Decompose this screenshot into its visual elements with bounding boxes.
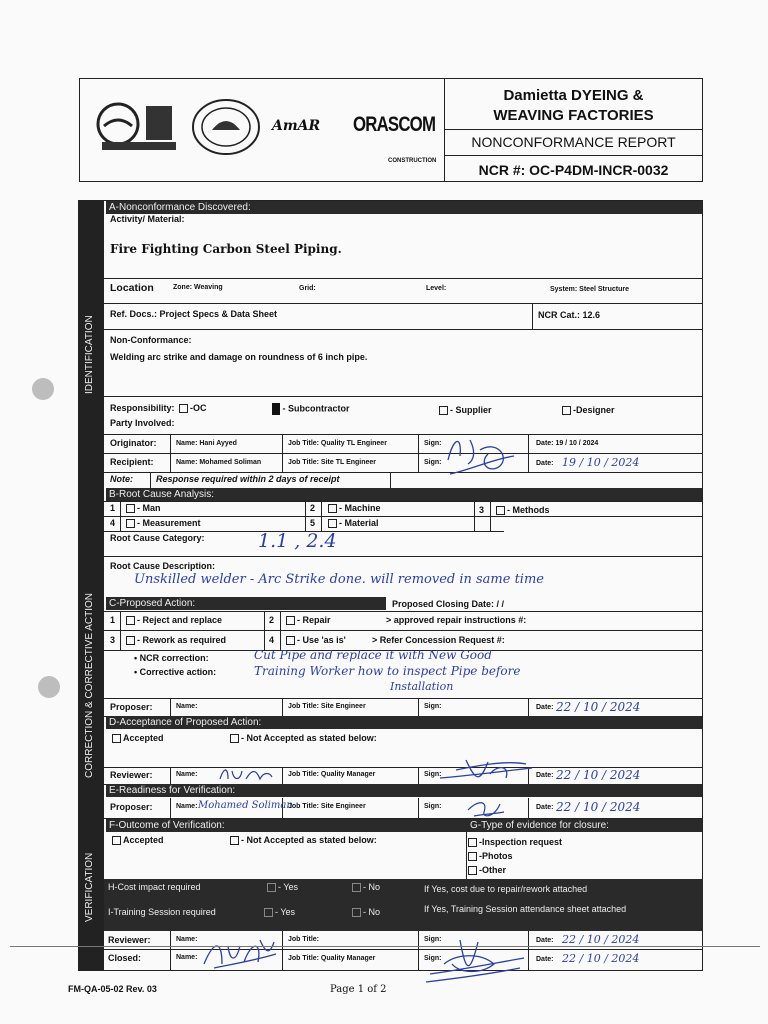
system-value: System: Steel Structure bbox=[550, 286, 629, 293]
rc-measurement: - Measurement bbox=[124, 518, 201, 528]
d-reviewer-name-label: Name: bbox=[176, 771, 198, 778]
i-training-label: I-Training Session required bbox=[108, 907, 216, 917]
pa-repair: - Repair bbox=[284, 615, 331, 625]
e-proposer-job: Job Title: Site Engineer bbox=[288, 803, 366, 810]
h-no: - No bbox=[350, 882, 380, 892]
d-accepted-checkbox[interactable] bbox=[112, 734, 121, 743]
originator-signature bbox=[440, 430, 520, 478]
section-e-header: E-Readiness for Verification: bbox=[106, 784, 702, 797]
methods-checkbox[interactable] bbox=[496, 506, 505, 515]
originator-sign-label: Sign: bbox=[424, 440, 442, 447]
grid-label: Grid: bbox=[299, 285, 316, 292]
h-yes: - Yes bbox=[265, 882, 298, 892]
proposer-label: Proposer: bbox=[110, 702, 153, 712]
resp-supplier: - Supplier bbox=[437, 405, 492, 415]
e-proposer-date-hand: 22 / 10 / 2024 bbox=[556, 800, 641, 814]
punch-hole-top bbox=[32, 378, 54, 400]
rc-2-num: 2 bbox=[310, 503, 316, 513]
closed-signature-2 bbox=[420, 934, 530, 986]
e-proposer-sign-label: Sign: bbox=[424, 803, 442, 810]
ncr-number: NCR #: OC-P4DM-INCR-0032 bbox=[478, 162, 669, 178]
i-yes-checkbox[interactable] bbox=[264, 908, 273, 917]
g-other: -Other bbox=[466, 865, 506, 875]
resp-oc-checkbox[interactable] bbox=[179, 404, 188, 413]
orascom-logo-sub: CONSTRUCTION bbox=[388, 158, 437, 164]
rework-checkbox[interactable] bbox=[126, 636, 135, 645]
closed-date-label: Date: bbox=[536, 956, 554, 963]
f-not-accepted: - Not Accepted as stated below: bbox=[228, 835, 377, 845]
rc-material: - Material bbox=[326, 518, 379, 528]
corrective-action-hand-2: Installation bbox=[390, 680, 454, 693]
ncr-correction-hand: Cut Pipe and replace it with New Good bbox=[254, 648, 492, 662]
resp-sub-checkbox[interactable] bbox=[272, 403, 280, 415]
factory-seal-logo bbox=[190, 96, 262, 158]
closed-signature bbox=[200, 934, 280, 972]
pa-4-num: 4 bbox=[269, 635, 275, 645]
e-proposer-name-hand: Mohamed Soliman bbox=[198, 800, 293, 811]
inspection-checkbox[interactable] bbox=[468, 838, 477, 847]
man-checkbox[interactable] bbox=[126, 504, 135, 513]
resp-designer: -Designer bbox=[560, 405, 615, 415]
verification-tab-label: VERIFICATION bbox=[84, 852, 95, 922]
closed-name-label: Name: bbox=[176, 954, 198, 961]
section-f-header: F-Outcome of Verification: bbox=[106, 819, 466, 832]
resp-subcontractor: - Subcontractor bbox=[272, 403, 350, 415]
h-cost-label: H-Cost impact required bbox=[108, 882, 201, 892]
section-c-header: C-Proposed Action: bbox=[106, 597, 386, 610]
measurement-checkbox[interactable] bbox=[126, 519, 135, 528]
ref-docs: Ref. Docs.: Project Specs & Data Sheet bbox=[110, 309, 278, 319]
closed-date-hand: 22 / 10 / 2024 bbox=[562, 952, 640, 965]
approved-repair-instructions: > approved repair instructions #: bbox=[386, 615, 527, 625]
company-name-1: Damietta DYEING & bbox=[503, 87, 644, 104]
ncr-correction-label: • NCR correction: bbox=[134, 653, 209, 663]
rc-4-num: 4 bbox=[110, 518, 116, 528]
note-value: Response required within 2 days of receipt bbox=[156, 474, 340, 484]
recipient-label: Recipient: bbox=[110, 457, 154, 467]
final-reviewer-date-label: Date: bbox=[536, 937, 554, 944]
nonconformance-value: Welding arc strike and damage on roundness of 6 inch pipe. bbox=[110, 352, 368, 362]
rc-man: - Man bbox=[124, 503, 161, 513]
root-cause-description-hand: Unskilled welder - Arc Strike done. will removed in same time bbox=[134, 572, 544, 587]
f-accepted: Accepted bbox=[110, 835, 164, 845]
final-reviewer-job-label: Job Title: bbox=[288, 936, 319, 943]
zone-value: Zone: Weaving bbox=[173, 284, 223, 291]
d-reviewer-date-hand: 22 / 10 / 2024 bbox=[556, 768, 641, 782]
i-note: If Yes, Training Session attendance sheet attached bbox=[424, 904, 627, 914]
corrective-action-label: • Corrective action: bbox=[134, 667, 217, 677]
note-label: Note: bbox=[110, 474, 133, 484]
e-proposer-signature bbox=[464, 798, 508, 820]
e-proposer-name-label: Name: bbox=[176, 803, 198, 810]
resp-designer-checkbox[interactable] bbox=[562, 406, 571, 415]
f-not-accepted-checkbox[interactable] bbox=[230, 836, 239, 845]
final-reviewer-sign-label: Sign: bbox=[424, 936, 442, 943]
scan-line bbox=[10, 946, 760, 947]
form-code: FM-QA-05-02 Rev. 03 bbox=[68, 984, 157, 994]
d-not-accepted: - Not Accepted as stated below: bbox=[228, 733, 377, 743]
closed-label: Closed: bbox=[108, 953, 142, 963]
reject-checkbox[interactable] bbox=[126, 616, 135, 625]
root-cause-description-label: Root Cause Description: bbox=[110, 561, 216, 571]
originator-date: Date: 19 / 10 / 2024 bbox=[536, 440, 599, 447]
d-reviewer-date-label: Date: bbox=[536, 772, 554, 779]
g-inspection: -Inspection request bbox=[466, 837, 562, 847]
company-name-2: WEAVING FACTORIES bbox=[493, 107, 654, 124]
nonconformance-label: Non-Conformance: bbox=[110, 335, 192, 345]
identification-tab-label: IDENTIFICATION bbox=[84, 315, 95, 394]
amar-logo: AmAR bbox=[272, 118, 321, 134]
final-reviewer-label: Reviewer: bbox=[108, 935, 151, 945]
rc-1-num: 1 bbox=[110, 503, 116, 513]
recipient-sign-label: Sign: bbox=[424, 459, 442, 466]
section-a-header: A-Nonconformance Discovered: bbox=[106, 201, 702, 214]
activity-value: Fire Fighting Carbon Steel Piping. bbox=[110, 242, 342, 256]
concession-request: > Refer Concession Request #: bbox=[372, 635, 505, 645]
orascom-logo: ORASCOM bbox=[353, 113, 436, 136]
recipient-name: Name: Mohamed Soliman bbox=[176, 459, 262, 466]
h-yes-checkbox[interactable] bbox=[267, 883, 276, 892]
resp-oc-label: -OC bbox=[190, 403, 207, 413]
final-reviewer-date-hand: 22 / 10 / 2024 bbox=[562, 933, 640, 946]
proposer-sign-label: Sign: bbox=[424, 703, 442, 710]
proposer-name-label: Name: bbox=[176, 703, 198, 710]
responsibility-label: Responsibility: -OC bbox=[110, 403, 207, 413]
i-no-checkbox[interactable] bbox=[352, 908, 361, 917]
e-proposer-label: Proposer: bbox=[110, 802, 153, 812]
proposer-date-label: Date: bbox=[536, 704, 554, 711]
d-accepted: Accepted bbox=[110, 733, 164, 743]
reviewer-name-signature bbox=[216, 763, 276, 785]
d-not-accepted-checkbox[interactable] bbox=[230, 734, 239, 743]
level-label: Level: bbox=[426, 285, 447, 292]
party-involved-label: Party Involved: bbox=[110, 418, 175, 428]
rc-3-num: 3 bbox=[479, 505, 485, 515]
section-b-header: B-Root Cause Analysis: bbox=[106, 488, 702, 501]
proposer-date-hand: 22 / 10 / 2024 bbox=[556, 700, 641, 714]
g-photos: -Photos bbox=[466, 851, 513, 861]
other-checkbox[interactable] bbox=[468, 866, 477, 875]
repair-checkbox[interactable] bbox=[286, 616, 295, 625]
photos-checkbox[interactable] bbox=[468, 852, 477, 861]
rc-machine: - Machine bbox=[326, 503, 381, 513]
pa-3-num: 3 bbox=[110, 635, 116, 645]
rc-5-num: 5 bbox=[310, 518, 316, 528]
machine-checkbox[interactable] bbox=[328, 504, 337, 513]
rc-methods: - Methods bbox=[494, 505, 550, 515]
root-cause-category-hand: 1.1 , 2.4 bbox=[258, 530, 337, 552]
recipient-date-label: Date: bbox=[536, 460, 554, 467]
proposed-closing-date: Proposed Closing Date: / / bbox=[392, 599, 505, 609]
h-note: If Yes, cost due to repair/rework attached bbox=[424, 884, 588, 894]
material-checkbox[interactable] bbox=[328, 519, 337, 528]
egypt-seal-logo bbox=[96, 96, 182, 154]
report-title: NONCONFORMANCE REPORT bbox=[471, 134, 676, 150]
pa-2-num: 2 bbox=[269, 615, 275, 625]
recipient-job: Job Title: Site TL Engineer bbox=[288, 459, 377, 466]
ncr-category: NCR Cat.: 12.6 bbox=[538, 310, 601, 320]
pa-rework: - Rework as required bbox=[124, 635, 226, 645]
root-cause-category-label: Root Cause Category: bbox=[110, 533, 205, 543]
activity-label: Activity/ Material: bbox=[110, 214, 185, 224]
punch-hole-bottom bbox=[38, 676, 60, 698]
originator-name: Name: Hani Ayyed bbox=[176, 440, 237, 447]
i-no: - No bbox=[350, 907, 380, 917]
originator-label: Originator: bbox=[110, 438, 157, 448]
corrective-action-hand: Training Worker how to inspect Pipe before bbox=[254, 664, 521, 678]
closed-sign-label: Sign: bbox=[424, 955, 442, 962]
closed-job: Job Title: Quality Manager bbox=[288, 955, 376, 962]
recipient-date-hand: 19 / 10 / 2024 bbox=[562, 456, 640, 469]
e-proposer-date-label: Date: bbox=[536, 804, 554, 811]
pa-1-num: 1 bbox=[110, 615, 116, 625]
h-no-checkbox[interactable] bbox=[352, 883, 361, 892]
f-accepted-checkbox[interactable] bbox=[112, 836, 121, 845]
use-as-is-checkbox[interactable] bbox=[286, 636, 295, 645]
d-reviewer-label: Reviewer: bbox=[110, 770, 153, 780]
section-g-header: G-Type of evidence for closure: bbox=[466, 819, 702, 832]
reviewer-signature bbox=[436, 756, 536, 786]
section-d-header: D-Acceptance of Proposed Action: bbox=[106, 716, 702, 729]
pa-reject: - Reject and replace bbox=[124, 615, 222, 625]
originator-job: Job Title: Quality TL Engineer bbox=[288, 440, 387, 447]
location-label: Location bbox=[110, 282, 154, 294]
pa-use-as-is: - Use 'as is' bbox=[284, 635, 346, 645]
corrective-tab-label: CORRECTION & CORRECTIVE ACTION bbox=[84, 592, 95, 778]
proposer-job: Job Title: Site Engineer bbox=[288, 703, 366, 710]
page-number: Page 1 of 2 bbox=[330, 984, 387, 995]
i-yes: - Yes bbox=[262, 907, 295, 917]
resp-supplier-checkbox[interactable] bbox=[439, 406, 448, 415]
d-reviewer-job: Job Title: Quality Manager bbox=[288, 771, 376, 778]
final-reviewer-name-label: Name: bbox=[176, 936, 198, 943]
d-reviewer-sign-label: Sign: bbox=[424, 771, 442, 778]
